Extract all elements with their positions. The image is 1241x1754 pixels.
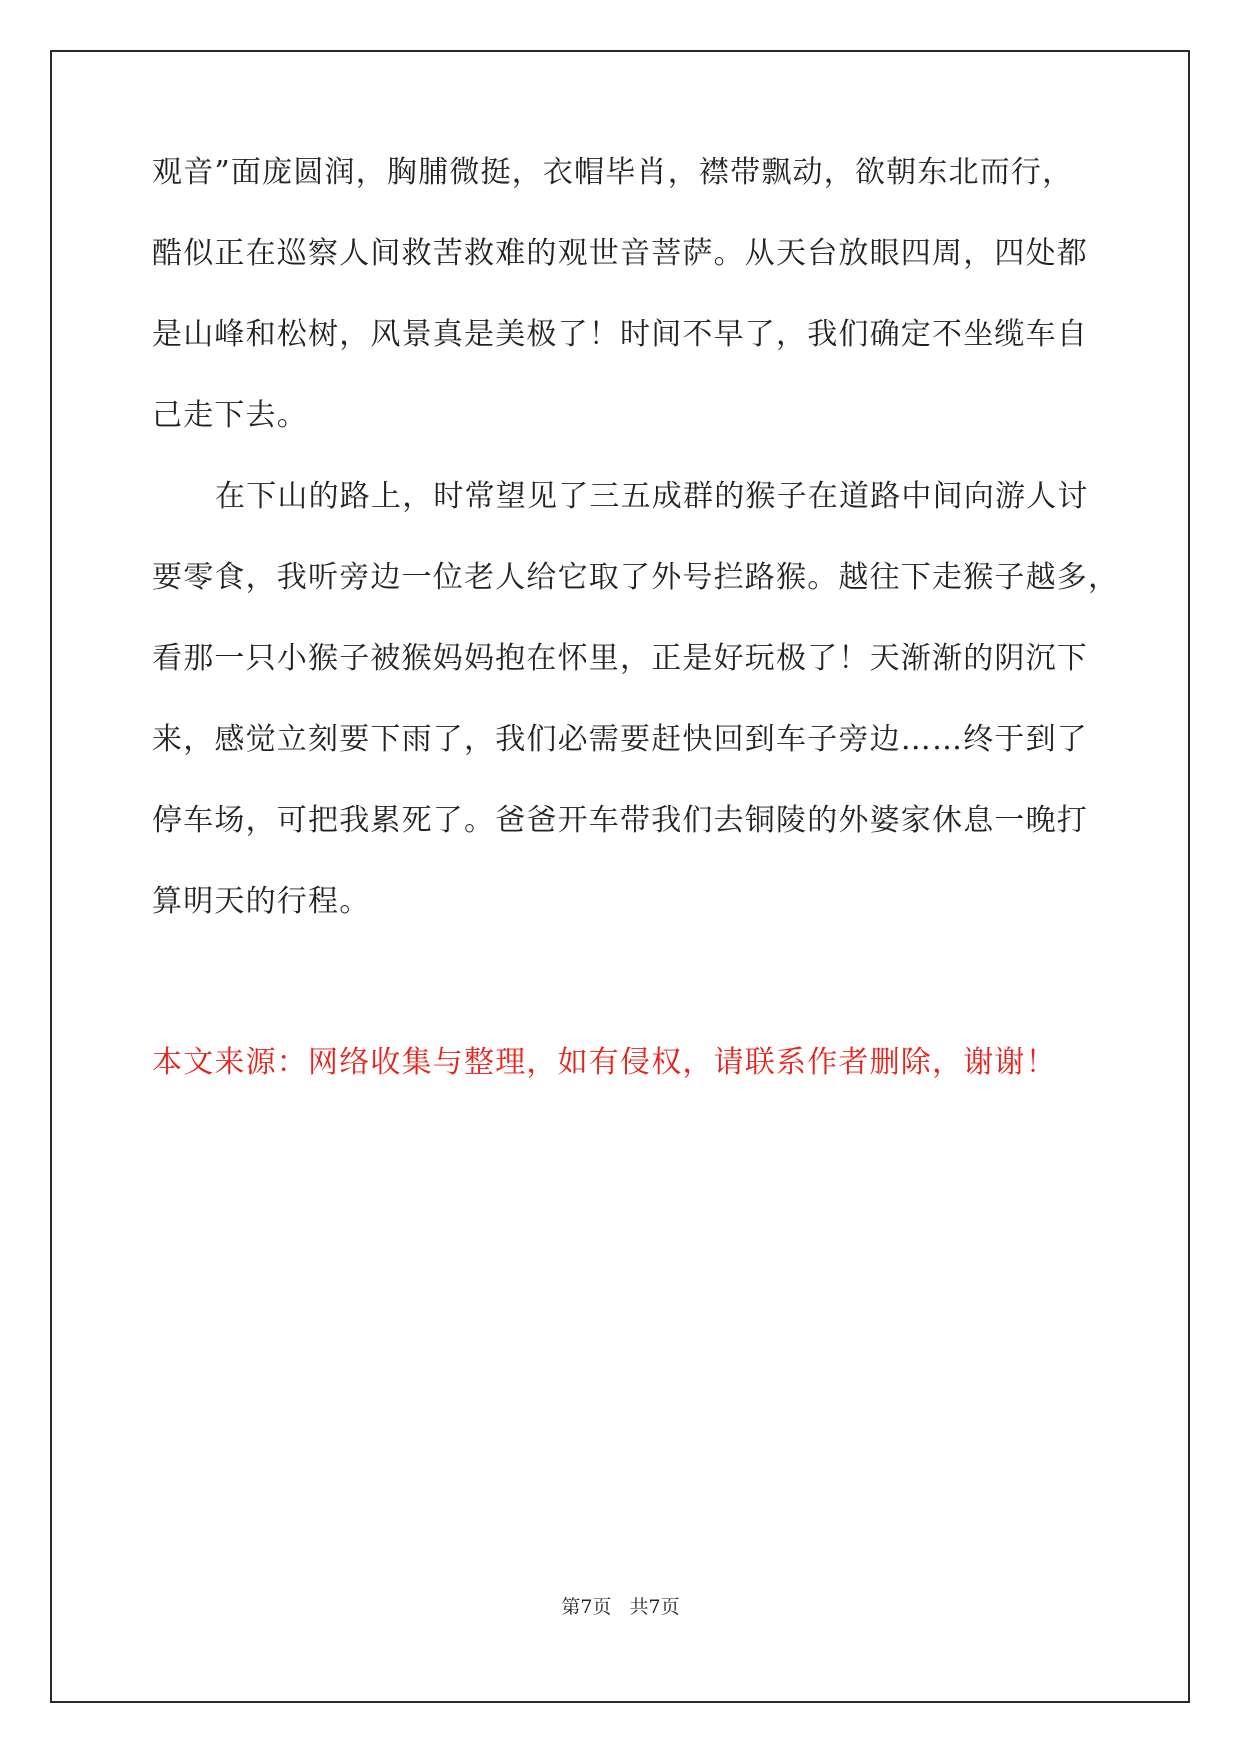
text-line: 己走下去。 bbox=[152, 398, 308, 433]
source-note: 本文来源：网络收集与整理，如有侵权，请联系作者删除，谢谢！ bbox=[152, 1045, 1057, 1080]
paragraph-start-line: 在下山的路上，时常望见了三五成群的猴子在道路中间向游人讨 bbox=[215, 479, 1089, 514]
page-number: 第7页 bbox=[561, 1596, 612, 1618]
text-line: 观音”面庞圆润，胸脯微挺，衣帽毕肖，襟带飘动，欲朝东北而行， bbox=[152, 155, 1074, 190]
page-total: 共7页 bbox=[629, 1596, 680, 1618]
text-line: 酷似正在巡察人间救苦救难的观世音菩萨。从天台放眼四周，四处都 bbox=[152, 236, 1088, 271]
text-line: 是山峰和松树，风景真是美极了！时间不早了，我们确定不坐缆车自 bbox=[152, 317, 1088, 352]
text-line: 要零食，我听旁边一位老人给它取了外号拦路猴。越往下走猴子越多， bbox=[152, 560, 1120, 595]
document-body bbox=[152, 155, 1120, 968]
text-line: 看那一只小猴子被猴妈妈抱在怀里，正是好玩极了！天渐渐的阴沉下 bbox=[152, 641, 1088, 676]
text-line: 来，感觉立刻要下雨了，我们必需要赶快回到车子旁边……终于到了 bbox=[152, 722, 1088, 757]
text-line: 算明天的行程。 bbox=[152, 884, 371, 919]
page-footer bbox=[0, 1596, 1241, 1618]
text-line: 停车场，可把我累死了。爸爸开车带我们去铜陵的外婆家休息一晚打 bbox=[152, 803, 1088, 838]
